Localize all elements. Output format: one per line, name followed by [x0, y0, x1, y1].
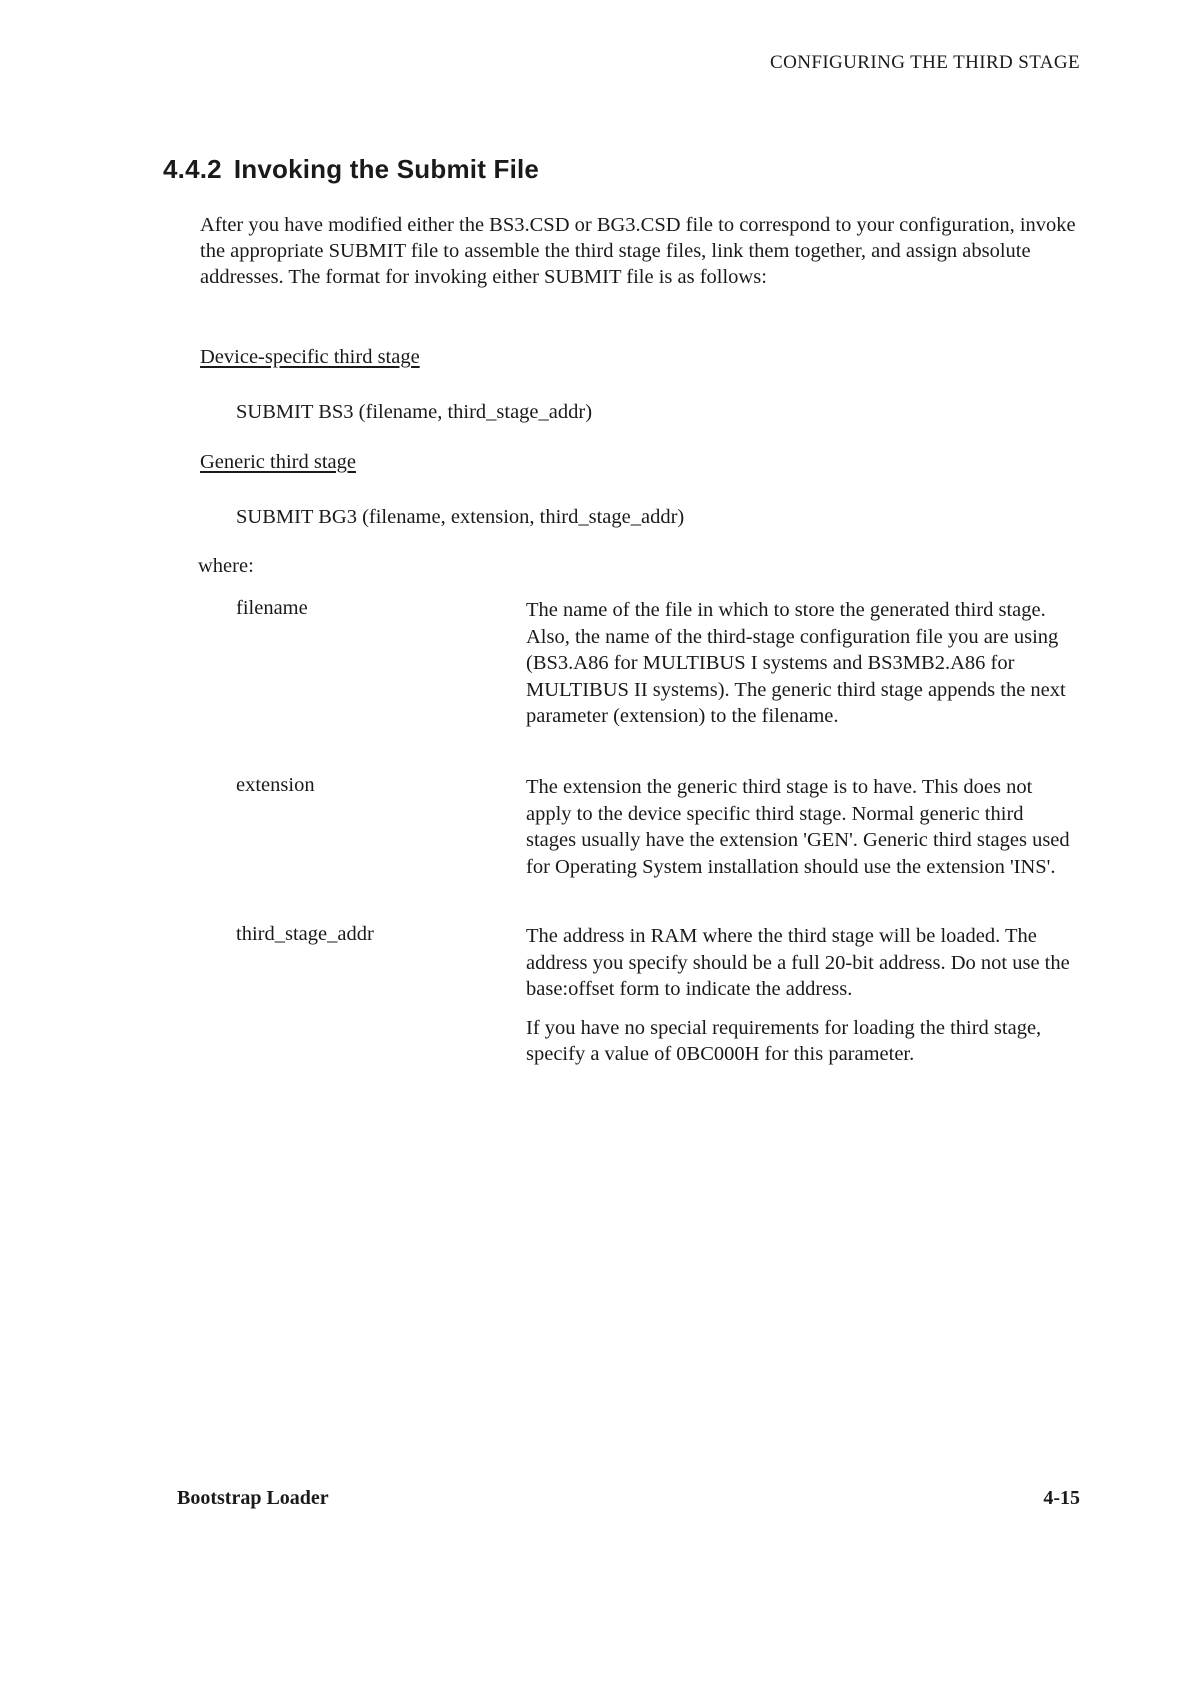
parameter-name: third_stage_addr: [236, 923, 374, 945]
generic-command: SUBMIT BG3 (filename, extension, third_stage_addr): [236, 506, 685, 528]
section-title-text: Invoking the Submit File: [233, 154, 540, 184]
device-specific-command: SUBMIT BS3 (filename, third_stage_addr): [236, 401, 593, 423]
parameter-description-text: The name of the file in which to store the generated third stage. Also, the name of the third-stage configuration file you are using (BS3.A86 for MULTIBUS I systems and BS3MB2.A86 for MULTIBUS II systems). The generic third stage appends the next parameter (extension) to the filename.: [526, 599, 1066, 727]
intro-paragraph: After you have modified either the BS3.CSD or BG3.CSD file to correspond to your configuration, invoke the appropriate SUBMIT file to assemble the third stage files, link them together, and assign absolute addresses. The format for invoking either SUBMIT file is as follows:: [200, 214, 1076, 288]
footer-title: Bootstrap Loader: [177, 1487, 329, 1509]
running-header: CONFIGURING THE THIRD STAGE: [770, 52, 1080, 73]
parameter-description: [526, 774, 1076, 892]
generic-heading: Generic third stage: [200, 451, 356, 473]
parameter-name: filename: [236, 597, 308, 619]
section-title: [163, 154, 539, 185]
parameter-description: [526, 923, 1076, 1080]
parameter-description: [526, 597, 1076, 742]
device-specific-heading: Device-specific third stage: [200, 346, 420, 368]
page-number: 4-15: [1043, 1487, 1080, 1509]
parameter-description-text: The address in RAM where the third stage will be loaded. The address you specify should be a full 20-bit address. Do not use the base:offset form to indicate the address.: [526, 925, 1070, 1000]
parameter-description-text: The extension the generic third stage is to have. This does not apply to the device specific third stage. Normal generic third stages usually have the extension 'GEN'. Generic third stages used for Operating System installation should use the extension 'INS'.: [526, 776, 1070, 878]
parameter-name: extension: [236, 774, 315, 796]
where-label: where:: [198, 555, 254, 577]
parameter-note: If you have no special requirements for loading the third stage, specify a value of 0BC000H for this parameter.: [526, 1016, 1042, 1065]
section-number: 4.4.2: [163, 154, 222, 184]
